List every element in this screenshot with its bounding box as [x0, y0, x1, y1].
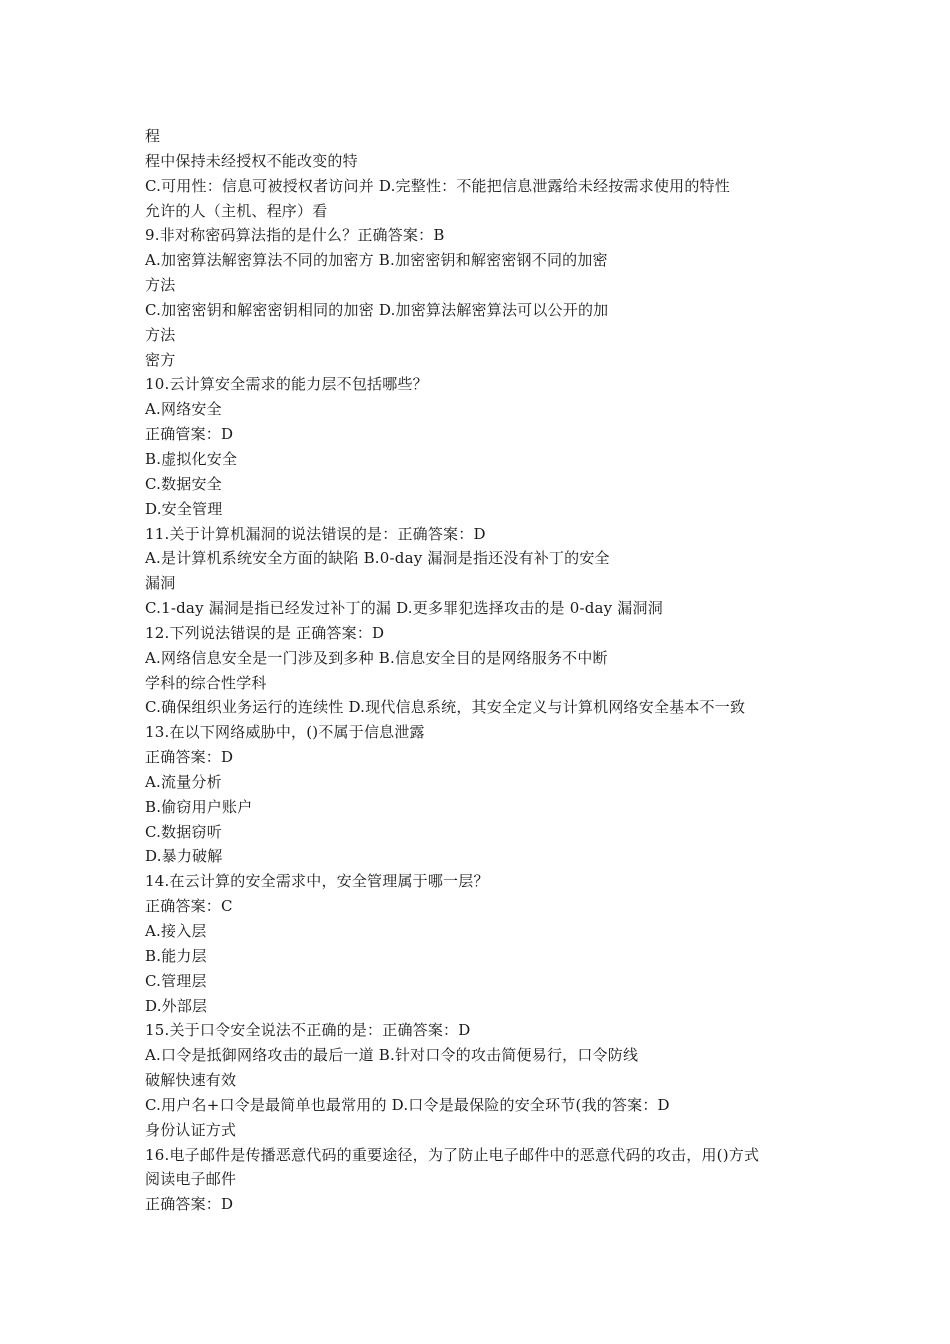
text-line: 阅读电子邮件 [145, 1170, 237, 1189]
answer-line: 正确管案：D [145, 425, 234, 444]
question-12-title: 12.下列说法错误的是 正确答案：D [145, 623, 385, 642]
text-line: 方法 [145, 276, 176, 295]
option-line: D.暴力破解 [145, 847, 223, 866]
text-line: A.是计算机系统安全方面的缺陷 B.0-day 漏洞是指还没有补丁的安全 [145, 549, 610, 568]
question-13-title: 13.在以下网络威胁中，()不属于信息泄露 [145, 723, 425, 742]
text-line: 允许的人（主机、程序）看 [145, 201, 328, 220]
text-line: C.可用性：信息可被授权者访问并 D.完整性：不能把信息泄露给未经按需求使用的特性 [145, 176, 730, 195]
option-line: A.流量分析 [145, 772, 222, 791]
text-line: C.用户名+口令是最简单也最常用的 D.口令是最保险的安全环节(我的答案：D [145, 1095, 670, 1114]
question-16-title: 16.电子邮件是传播恶意代码的重要途径，为了防止电子邮件中的恶意代码的攻击，用()方式 [145, 1145, 760, 1164]
text-line: 程 [145, 127, 161, 145]
option-line: D.安全管理 [145, 499, 223, 518]
text-line: C.1-day 漏洞是指已经发过补丁的漏 D.更多罪犯选择攻击的是 0-day 漏洞洞 [145, 599, 663, 618]
option-line: A.网络安全 [145, 400, 222, 419]
option-line: C.管理层 [145, 971, 207, 990]
text-line: C.加密密钥和解密密钥相同的加密 D.加密算法解密算法可以公开的加 [145, 300, 609, 319]
text-line: 程中保持未经授权不能改变的特 [145, 151, 358, 170]
question-14-title: 14.在云计算的安全需求中，安全管理属于哪一层？ [145, 872, 489, 891]
text-line: 身份认证方式 [145, 1120, 237, 1139]
text-line: 密方 [145, 350, 176, 369]
option-line: C.数据安全 [145, 474, 222, 493]
text-line: 方法 [145, 325, 176, 344]
option-line: A.接入层 [145, 922, 207, 940]
option-line: B.能力层 [145, 946, 207, 965]
text-line: A.口令是抵御网络攻击的最后一道 B.针对口令的攻击简便易行，口令防线 [145, 1046, 639, 1065]
question-11-title: 11.关于计算机漏洞的说法错误的是：正确答案：D [145, 524, 486, 543]
option-line: C.数据窃听 [145, 822, 222, 841]
question-9-title: 9.非对称密码算法指的是什么？正确答案：B [145, 226, 445, 245]
option-line: B.虚拟化安全 [145, 449, 238, 468]
question-10-title: 10.云计算安全需求的能力层不包括哪些？ [145, 375, 428, 394]
text-line: 漏洞 [145, 574, 176, 593]
text-line: 学科的综合性学科 [145, 673, 267, 692]
text-line: 破解快速有效 [145, 1071, 237, 1090]
option-line: D.外部层 [145, 996, 208, 1015]
answer-line: 正确答案：D [145, 1195, 234, 1214]
text-line: C.确保组织业务运行的连续性 D.现代信息系统，其安全定义与计算机网络安全基本不一致 [145, 698, 746, 717]
text-line: A.网络信息安全是一门涉及到多种 B.信息安全目的是网络服务不中断 [145, 648, 608, 667]
question-15-title: 15.关于口令安全说法不正确的是：正确答案：D [145, 1021, 471, 1040]
answer-line: 正确答案：D [145, 748, 234, 767]
option-line: B.偷窃用户账户 [145, 797, 253, 816]
answer-line: 正确答案：C [145, 897, 233, 916]
document-body [145, 124, 825, 1217]
text-line: A.加密算法解密算法不同的加密方 B.加密密钥和解密密钢不同的加密 [145, 251, 608, 270]
